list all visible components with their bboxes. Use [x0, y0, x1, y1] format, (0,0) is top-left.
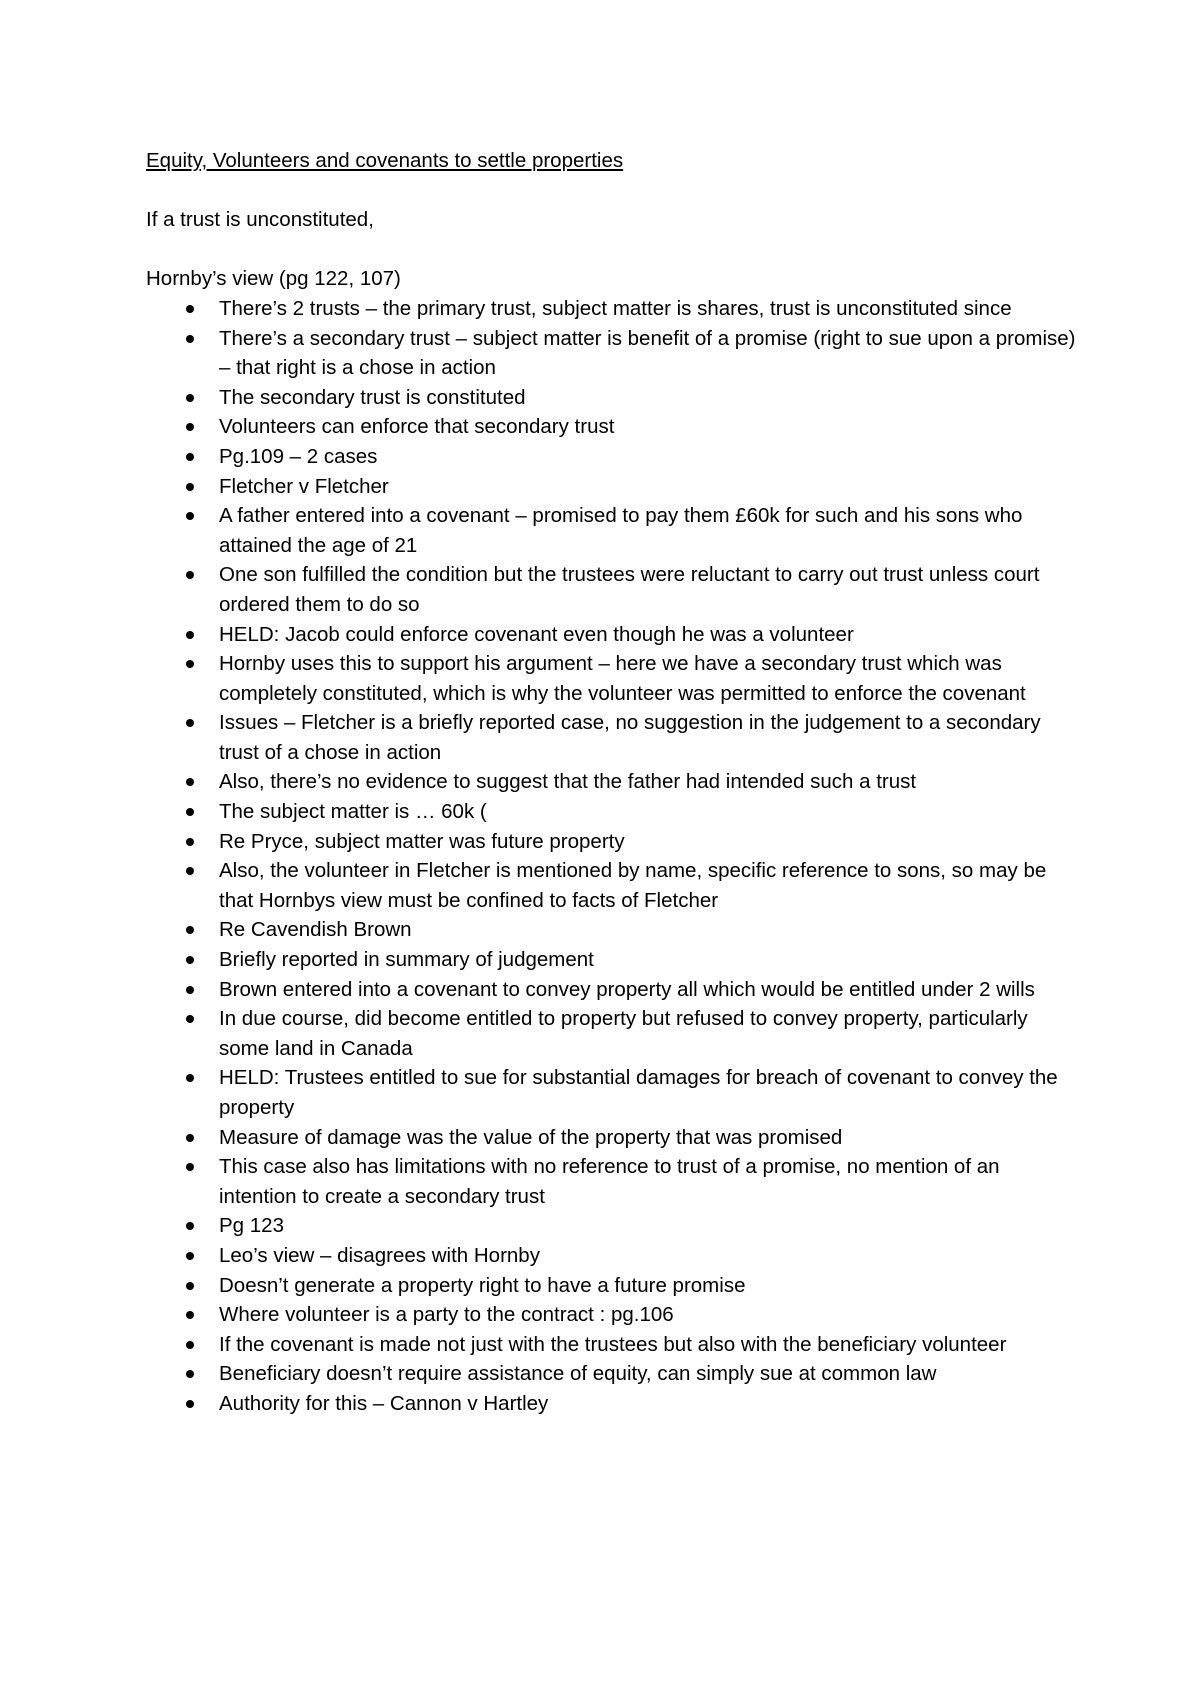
bullet-text: Brown entered into a covenant to convey property all which would be entitled under 2 wills: [219, 977, 1035, 1001]
bullet-text: Issues – Fletcher is a briefly reported case, no suggestion in the judgement to a secondary trust of a chose in action: [219, 711, 1041, 764]
bullet-item: [146, 324, 1076, 383]
bullet-item: [146, 915, 1076, 945]
bullet-dot-icon: [186, 926, 194, 934]
bullet-item: [146, 501, 1076, 560]
bullet-dot-icon: [186, 483, 194, 491]
bullet-dot-icon: [186, 986, 194, 994]
bullet-text: Volunteers can enforce that secondary trust: [219, 415, 615, 439]
bullet-dot-icon: [186, 808, 194, 816]
bullet-text: Re Pryce, subject matter was future property: [219, 829, 625, 853]
bullet-dot-icon: [186, 1163, 194, 1171]
bullet-dot-icon: [186, 1252, 194, 1260]
bullet-dot-icon: [186, 305, 194, 313]
bullet-dot-icon: [186, 778, 194, 786]
bullet-text: One son fulfilled the condition but the trustees were reluctant to carry out trust unless court ordered them to do so: [219, 563, 1040, 616]
bullet-item: [146, 1063, 1076, 1122]
bullet-item: [146, 1389, 1076, 1419]
bullet-item: [146, 383, 1076, 413]
document-page: [146, 146, 1076, 1419]
bullet-text: In due course, did become entitled to property but refused to convey property, particularly some land in Canada: [219, 1007, 1028, 1060]
bullet-item: [146, 1300, 1076, 1330]
bullet-text: This case also has limitations with no reference to trust of a promise, no mention of an intention to create a secondary trust: [219, 1155, 1000, 1208]
bullet-item: [146, 1123, 1076, 1153]
bullet-text: The secondary trust is constituted: [219, 385, 526, 409]
bullet-item: [146, 856, 1076, 915]
bullet-dot-icon: [186, 867, 194, 875]
bullet-text: Also, there’s no evidence to suggest that the father had intended such a trust: [219, 770, 917, 794]
bullet-dot-icon: [186, 1222, 194, 1230]
bullet-dot-icon: [186, 335, 194, 343]
bullet-text: HELD: Trustees entitled to sue for substantial damages for breach of covenant to convey the property: [219, 1066, 1058, 1119]
bullet-dot-icon: [186, 453, 194, 461]
bullet-item: [146, 827, 1076, 857]
bullet-dot-icon: [186, 838, 194, 846]
bullet-dot-icon: [186, 1074, 194, 1082]
bullet-dot-icon: [186, 1015, 194, 1023]
bullet-item: [146, 442, 1076, 472]
bullet-item: [146, 1211, 1076, 1241]
bullet-dot-icon: [186, 956, 194, 964]
bullet-item: [146, 1359, 1076, 1389]
bullet-text: Authority for this – Cannon v Hartley: [219, 1391, 549, 1415]
bullet-text: If the covenant is made not just with the trustees but also with the beneficiary volunteer: [219, 1332, 1007, 1356]
bullet-text: Also, the volunteer in Fletcher is mentioned by name, specific reference to sons, so may be that Hornbys view must be confined to facts of Fletcher: [219, 859, 1047, 912]
bullet-item: [146, 1330, 1076, 1360]
bullet-dot-icon: [186, 1400, 194, 1408]
bullet-list: [146, 294, 1076, 1419]
bullet-text: A father entered into a covenant – promised to pay them £60k for such and his sons who attained the age of 21: [219, 504, 1023, 557]
bullet-dot-icon: [186, 394, 194, 402]
bullet-item: [146, 1271, 1076, 1301]
bullet-item: [146, 472, 1076, 502]
bullet-item: [146, 797, 1076, 827]
bullet-text: There’s a secondary trust – subject matter is benefit of a promise (right to sue upon a promise) – that right is a chose in action: [219, 326, 1076, 380]
bullet-text: Pg.109 – 2 cases: [219, 444, 378, 468]
bullet-dot-icon: [186, 1341, 194, 1349]
bullet-item: [146, 708, 1076, 767]
document-title: Equity, Volunteers and covenants to settle properties: [146, 149, 624, 172]
bullet-text: Fletcher v Fletcher: [219, 474, 389, 498]
bullet-text: Beneficiary doesn’t require assistance of equity, can simply sue at common law: [219, 1362, 937, 1386]
bullet-item: [146, 620, 1076, 650]
bullet-dot-icon: [186, 1282, 194, 1290]
section-heading: Hornby’s view (pg 122, 107): [146, 267, 401, 291]
bullet-dot-icon: [186, 423, 194, 431]
bullet-item: [146, 294, 1076, 324]
bullet-text: Leo’s view – disagrees with Hornby: [219, 1243, 540, 1267]
bullet-text: Hornby uses this to support his argument – here we have a secondary trust which was completely constituted, which is why the volunteer was permitted to enforce the covenant: [219, 652, 1026, 705]
bullet-item: [146, 1152, 1076, 1211]
bullet-item: [146, 560, 1076, 619]
intro-text: If a trust is unconstituted,: [146, 208, 374, 232]
spacer: [146, 235, 1076, 265]
bullet-text: Doesn’t generate a property right to have a future promise: [219, 1273, 746, 1297]
bullet-text: HELD: Jacob could enforce covenant even though he was a volunteer: [219, 622, 854, 646]
bullet-dot-icon: [186, 660, 194, 668]
bullet-dot-icon: [186, 719, 194, 727]
bullet-text: Pg 123: [219, 1214, 284, 1238]
bullet-dot-icon: [186, 631, 194, 639]
bullet-dot-icon: [186, 1311, 194, 1319]
bullet-text: Re Cavendish Brown: [219, 918, 412, 942]
bullet-item: [146, 1004, 1076, 1063]
bullet-item: [146, 649, 1076, 708]
spacer: [146, 176, 1076, 206]
bullet-dot-icon: [186, 571, 194, 579]
bullet-dot-icon: [186, 1370, 194, 1378]
bullet-item: [146, 412, 1076, 442]
bullet-text: Measure of damage was the value of the property that was promised: [219, 1125, 843, 1149]
bullet-item: [146, 975, 1076, 1005]
bullet-text: There’s 2 trusts – the primary trust, subject matter is shares, trust is unconstituted since: [219, 296, 1012, 320]
bullet-dot-icon: [186, 1134, 194, 1142]
bullet-text: Where volunteer is a party to the contract : pg.106: [219, 1303, 674, 1327]
bullet-item: [146, 1241, 1076, 1271]
bullet-text: Briefly reported in summary of judgement: [219, 948, 594, 972]
bullet-item: [146, 767, 1076, 797]
bullet-dot-icon: [186, 512, 194, 520]
bullet-item: [146, 945, 1076, 975]
bullet-text: The subject matter is … 60k (: [219, 800, 487, 824]
